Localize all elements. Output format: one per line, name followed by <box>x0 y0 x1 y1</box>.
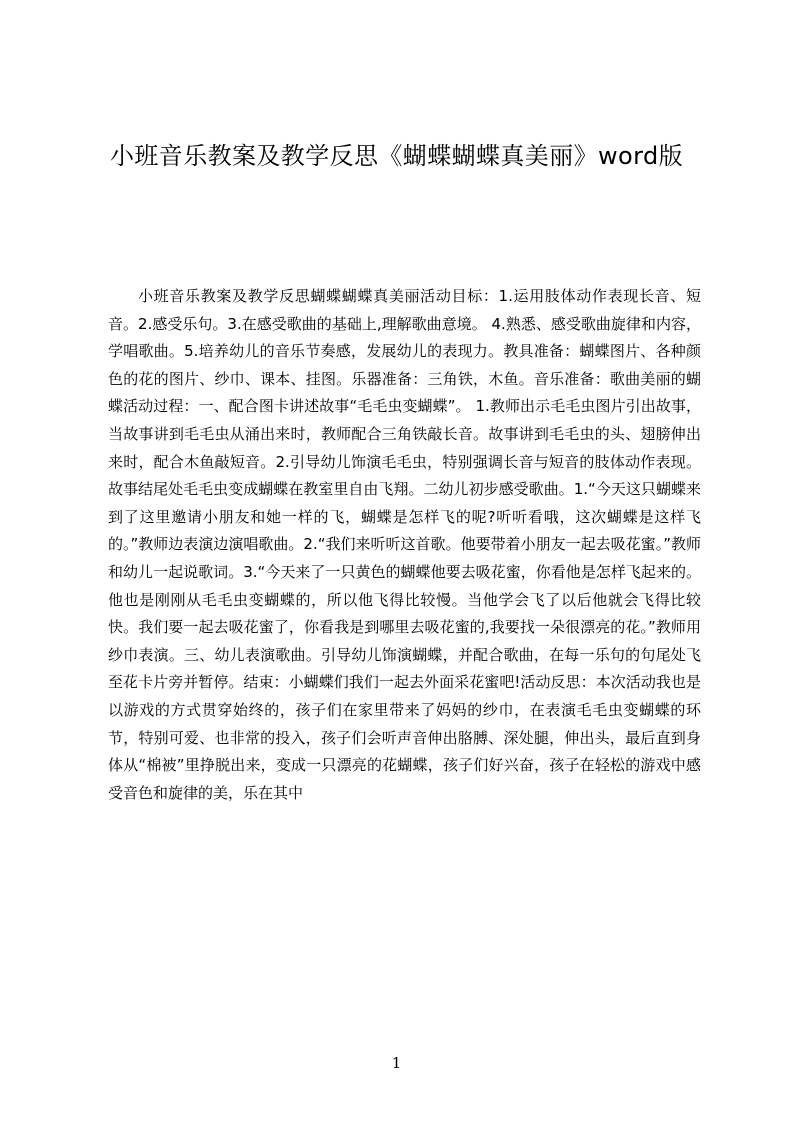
document-title: 小班音乐教案及教学反思《蝴蝶蝴蝶真美丽》word版 <box>110 142 683 170</box>
page-number: 1 <box>391 1054 402 1072</box>
document-body-paragraph: 小班音乐教案及教学反思蝴蝶蝴蝶真美丽活动目标：1.运用肢体动作表现长音、短音。2.感受乐句。3.在感受歌曲的基础上,理解歌曲意境。 4.熟悉、感受歌曲旋律和内容，学唱歌曲。5.培养幼儿的音乐节奏感，发展幼儿的表现力。教具准备：蝴蝶图片、各种颜色的花的图片、纱巾、课本、挂图。乐器准备：三角铁，木鱼。音乐准备：歌曲美丽的蝴蝶活动过程：一、配合图卡讲述故事“毛毛虫变蝴蝶”。 1.教师出示毛毛虫图片引出故事，当故事讲到毛毛虫从涌出来时，教师配合三角铁敲长音。故事讲到毛毛虫的头、翅膀伸出来时，配合木鱼敲短音。2.引导幼儿饰演毛毛虫，特别强调长音与短音的肢体动作表现。故事结尾处毛毛虫变成蝴蝶在教室里自由飞翔。二幼儿初步感受歌曲。1.“今天这只蝴蝶来到了这里邀请小朋友和她一样的飞，蝴蝶是怎样飞的呢?听听看哦，这次蝴蝶是这样飞的。”教师边表演边演唱歌曲。2.“我们来听听这首歌。他要带着小朋友一起去吸花蜜。”教师和幼儿一起说歌词。3.“今天来了一只黄色的蝴蝶他要去吸花蜜，你看他是怎样飞起来的。他也是刚刚从毛毛虫变蝴蝶的，所以他飞得比较慢。当他学会飞了以后他就会飞得比较快。我们要一起去吸花蜜了，你看我是到哪里去吸花蜜的,我要找一朵很漂亮的花。”教师用纱巾表演。三、幼儿表演歌曲。引导幼儿饰演蝴蝶，并配合歌曲，在每一乐句的句尾处飞至花卡片旁并暂停。结束：小蝴蝶们我们一起去外面采花蜜吧!活动反思：本次活动我也是以游戏的方式贯穿始终的，孩子们在家里带来了妈妈的纱巾，在表演毛毛虫变蝴蝶的环节，特别可爱、也非常的投入，孩子们会听声音伸出胳膊、深处腿，伸出头，最后直到身体从“棉被”里挣脱出来，变成一只漂亮的花蝴蝶，孩子们好兴奋，孩子在轻松的游戏中感受音色和旋律的美，乐在其中 <box>108 287 701 802</box>
